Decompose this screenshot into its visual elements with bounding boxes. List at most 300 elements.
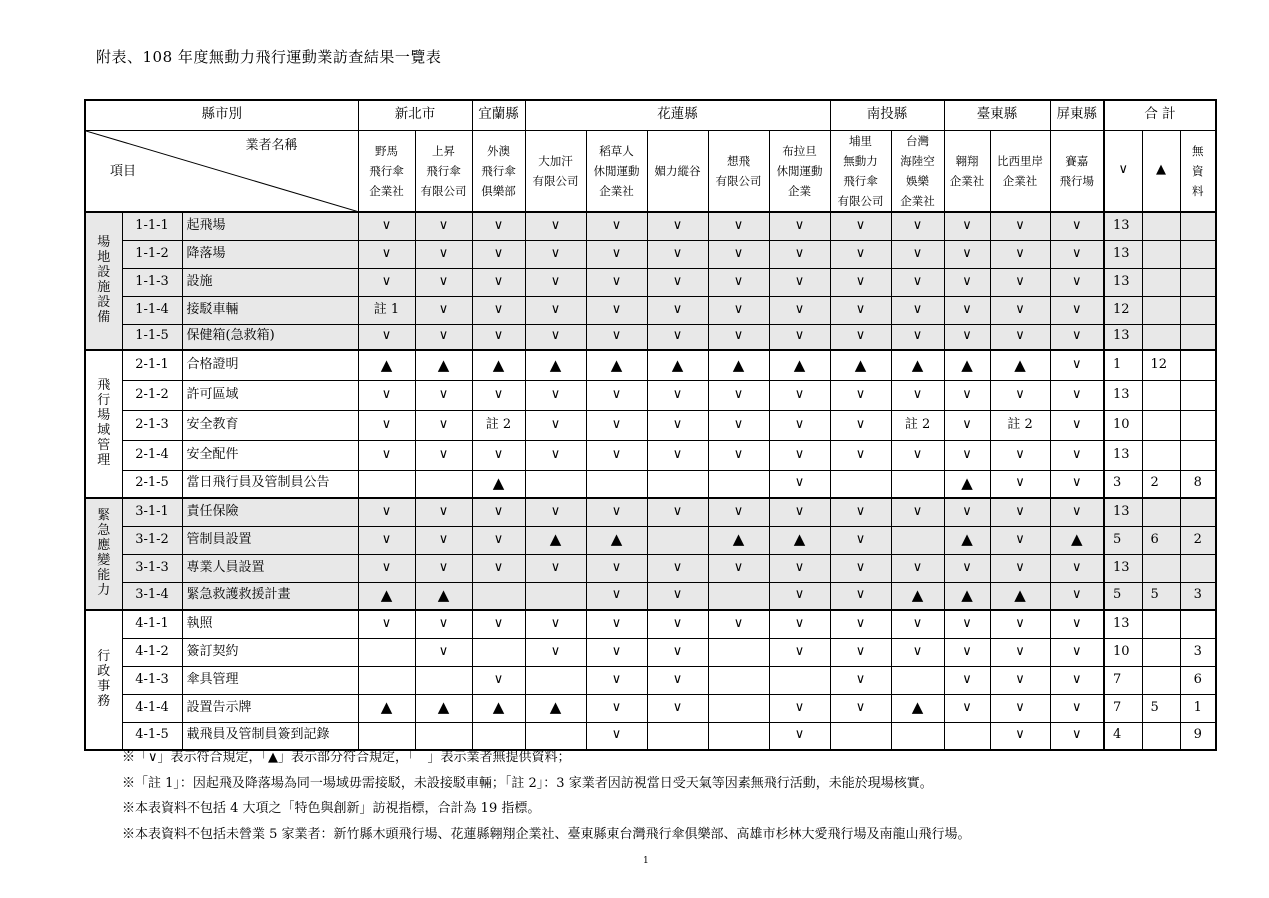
mark-cell: [586, 470, 647, 498]
operator-header: [647, 130, 708, 212]
operator-name-line: 企業社: [900, 193, 935, 208]
mark-cell: ∨: [944, 694, 990, 722]
total-column-header: 無 資 料: [1180, 130, 1216, 212]
mark-cell: ∨: [944, 380, 990, 410]
corner-header: [85, 130, 358, 212]
mark-cell: ∨: [990, 268, 1050, 296]
mark-cell: ∨: [769, 722, 830, 750]
mark-cell: ∨: [990, 610, 1050, 638]
mark-cell: ∨: [830, 212, 891, 240]
total-cell: 7: [1104, 694, 1142, 722]
total-cell: [1180, 410, 1216, 440]
total-cell: 3: [1180, 582, 1216, 610]
total-cell: [1142, 554, 1180, 582]
operator-name-line: 娛樂: [906, 173, 930, 188]
mark-cell: ∨: [586, 324, 647, 350]
mark-cell: ∨: [586, 694, 647, 722]
mark-cell: ▲: [586, 526, 647, 554]
operator-header: [891, 130, 944, 212]
mark-cell: ▲: [990, 350, 1050, 380]
operator-name-line: 海陸空: [900, 153, 935, 168]
total-cell: [1142, 610, 1180, 638]
mark-cell: ∨: [358, 610, 415, 638]
mark-cell: ▲: [944, 526, 990, 554]
total-cell: 13: [1104, 380, 1142, 410]
mark-cell: ∨: [708, 296, 769, 324]
operator-name-line: 有限公司: [837, 193, 884, 208]
category-name: 場 地 設 施 設 備: [97, 235, 111, 325]
mark-cell: ∨: [708, 410, 769, 440]
total-cell: [1180, 268, 1216, 296]
mark-cell: ∨: [472, 240, 525, 268]
operator-name-line: 布拉旦: [782, 143, 817, 158]
operator-name-line: 外澳: [487, 143, 510, 158]
mark-cell: ∨: [415, 498, 472, 526]
county-header: 新北市: [358, 100, 472, 130]
mark-cell: ∨: [525, 212, 586, 240]
mark-cell: ∨: [830, 410, 891, 440]
mark-cell: ∨: [990, 526, 1050, 554]
total-cell: 3: [1180, 638, 1216, 666]
mark-cell: ∨: [415, 268, 472, 296]
operator-header: [830, 130, 891, 212]
footnote-remarks: ※「註 1」：因起飛及降落場為同一場域毋需接駁，未設接駁車輛；「註 2」：3 家業者因訪視當日受天氣等因素無飛行活動，未能於現場核實。: [122, 775, 933, 791]
mark-cell: ∨: [769, 296, 830, 324]
operator-header: [990, 130, 1050, 212]
mark-cell: ∨: [891, 296, 944, 324]
mark-cell: ∨: [830, 526, 891, 554]
operator-name-line: 野馬: [375, 143, 398, 158]
mark-cell: ▲: [944, 582, 990, 610]
mark-cell: ∨: [944, 240, 990, 268]
mark-cell: ▲: [708, 350, 769, 380]
table-row: [85, 440, 1216, 470]
mark-cell: ∨: [769, 240, 830, 268]
mark-cell: ∨: [586, 638, 647, 666]
item-name: 起飛場: [182, 212, 358, 240]
mark-cell: ∨: [415, 296, 472, 324]
total-cell: [1142, 498, 1180, 526]
table-row: [85, 666, 1216, 694]
mark-cell: ∨: [891, 554, 944, 582]
mark-cell: ∨: [358, 380, 415, 410]
total-cell: [1180, 440, 1216, 470]
operator-name-line: 企業社: [949, 173, 985, 188]
item-name: 許可區域: [182, 380, 358, 410]
mark-cell: [358, 470, 415, 498]
mark-cell: ∨: [830, 638, 891, 666]
mark-cell: ∨: [1050, 694, 1104, 722]
mark-cell: ▲: [1050, 526, 1104, 554]
mark-cell: ∨: [990, 470, 1050, 498]
mark-cell: ∨: [769, 610, 830, 638]
operator-name-line: 飛行傘: [369, 163, 404, 178]
mark-cell: ∨: [647, 610, 708, 638]
mark-cell: [358, 666, 415, 694]
table-row: [85, 554, 1216, 582]
mark-cell: ∨: [415, 440, 472, 470]
mark-cell: ∨: [830, 582, 891, 610]
mark-cell: ∨: [990, 240, 1050, 268]
mark-cell: ∨: [586, 410, 647, 440]
page-number: 1: [643, 856, 649, 866]
mark-cell: ∨: [586, 582, 647, 610]
mark-cell: ∨: [415, 554, 472, 582]
mark-cell: ▲: [358, 350, 415, 380]
total-cell: 13: [1104, 268, 1142, 296]
item-code: 3-1-3: [122, 554, 182, 582]
mark-cell: ∨: [586, 296, 647, 324]
mark-cell: 註 2: [472, 410, 525, 440]
total-cell: 13: [1104, 498, 1142, 526]
mark-cell: ∨: [525, 638, 586, 666]
footnote-scope: ※本表資料不包括 4 大項之「特色與創新」訪視指標，合計為 19 指標。: [122, 801, 541, 816]
total-column-header: ∨: [1104, 130, 1142, 212]
total-cell: [1180, 554, 1216, 582]
mark-cell: ∨: [1050, 350, 1104, 380]
mark-cell: ∨: [586, 440, 647, 470]
county-header: 屏東縣: [1050, 100, 1104, 130]
mark-cell: ▲: [647, 350, 708, 380]
total-cell: [1142, 666, 1180, 694]
category-cell: [85, 350, 122, 498]
county-label: 縣市別: [85, 100, 358, 130]
total-cell: 13: [1104, 240, 1142, 268]
mark-cell: ∨: [647, 268, 708, 296]
mark-cell: ∨: [708, 324, 769, 350]
mark-cell: ∨: [415, 324, 472, 350]
mark-cell: 註 1: [358, 296, 415, 324]
item-name: 設置告示牌: [182, 694, 358, 722]
mark-cell: ∨: [586, 554, 647, 582]
mark-cell: [472, 582, 525, 610]
mark-cell: ∨: [990, 638, 1050, 666]
mark-cell: ∨: [586, 268, 647, 296]
item-name: 責任保險: [182, 498, 358, 526]
mark-cell: ∨: [830, 324, 891, 350]
total-cell: [1180, 610, 1216, 638]
operator-name-line: 休閒運動: [593, 163, 640, 178]
mark-cell: ∨: [647, 666, 708, 694]
operator-name-line: 想飛: [727, 153, 750, 168]
mark-cell: [769, 666, 830, 694]
item-code: 2-1-2: [122, 380, 182, 410]
operator-name-line: 大加汗: [538, 153, 573, 168]
total-cell: 4: [1104, 722, 1142, 750]
total-cell: 12: [1104, 296, 1142, 324]
item-name: 專業人員設置: [182, 554, 358, 582]
mark-cell: ▲: [525, 350, 586, 380]
total-cell: 13: [1104, 610, 1142, 638]
inspection-results-table: [84, 99, 1217, 751]
mark-cell: ∨: [472, 212, 525, 240]
table-row: [85, 268, 1216, 296]
footnote-exclusions: ※本表資料不包括未營業 5 家業者：新竹縣木頭飛行場、花蓮縣翱翔企業社、臺東縣東台灣飛行傘俱樂部、高雄市杉林大愛飛行場及南龍山飛行場。: [122, 826, 971, 842]
mark-cell: ∨: [1050, 470, 1104, 498]
item-code: 4-1-1: [122, 610, 182, 638]
mark-cell: ∨: [472, 268, 525, 296]
total-label: 合 計: [1104, 100, 1216, 130]
mark-cell: ∨: [415, 638, 472, 666]
item-name: 執照: [182, 610, 358, 638]
mark-cell: [891, 470, 944, 498]
item-name: 傘具管理: [182, 666, 358, 694]
mark-cell: ∨: [769, 582, 830, 610]
mark-cell: ∨: [891, 638, 944, 666]
mark-cell: ∨: [472, 440, 525, 470]
table-row: [85, 212, 1216, 240]
mark-cell: ∨: [990, 212, 1050, 240]
mark-cell: ∨: [525, 240, 586, 268]
mark-cell: ∨: [990, 324, 1050, 350]
mark-cell: ∨: [990, 694, 1050, 722]
operator-name-line: 有限公司: [420, 183, 467, 198]
mark-cell: ∨: [708, 610, 769, 638]
operator-name-line: 上昇: [432, 143, 455, 158]
mark-cell: [525, 582, 586, 610]
county-header: 臺東縣: [944, 100, 1050, 130]
county-header: 南投縣: [830, 100, 944, 130]
total-cell: [1142, 440, 1180, 470]
mark-cell: 註 2: [990, 410, 1050, 440]
mark-cell: ∨: [472, 554, 525, 582]
category-cell: [85, 498, 122, 610]
mark-cell: ▲: [944, 350, 990, 380]
table-row: [85, 324, 1216, 350]
mark-cell: ∨: [1050, 268, 1104, 296]
operator-name-line: 埔里: [849, 133, 873, 148]
mark-cell: ∨: [586, 610, 647, 638]
mark-cell: ∨: [415, 610, 472, 638]
mark-cell: ∨: [472, 380, 525, 410]
mark-cell: ∨: [1050, 638, 1104, 666]
mark-cell: ∨: [769, 410, 830, 440]
mark-cell: ∨: [708, 240, 769, 268]
mark-cell: ∨: [1050, 380, 1104, 410]
mark-cell: ∨: [647, 240, 708, 268]
mark-cell: ∨: [990, 722, 1050, 750]
item-code: 1-1-4: [122, 296, 182, 324]
mark-cell: ∨: [647, 410, 708, 440]
mark-cell: [708, 470, 769, 498]
item-code: 4-1-2: [122, 638, 182, 666]
mark-cell: ∨: [358, 526, 415, 554]
mark-cell: ∨: [830, 610, 891, 638]
item-code: 1-1-2: [122, 240, 182, 268]
mark-cell: ∨: [830, 554, 891, 582]
total-cell: 5: [1142, 694, 1180, 722]
table-row: [85, 380, 1216, 410]
operator-header: [944, 130, 990, 212]
category-name: 飛 行 場 域 管 理: [97, 378, 111, 468]
operator-name-line: 企業: [788, 183, 811, 198]
mark-cell: ∨: [586, 722, 647, 750]
mark-cell: ▲: [586, 350, 647, 380]
mark-cell: ∨: [708, 212, 769, 240]
item-name: 降落場: [182, 240, 358, 268]
mark-cell: ▲: [891, 694, 944, 722]
mark-cell: ∨: [830, 694, 891, 722]
item-name: 合格證明: [182, 350, 358, 380]
mark-cell: [525, 470, 586, 498]
mark-cell: ∨: [944, 410, 990, 440]
total-cell: [1180, 212, 1216, 240]
mark-cell: ∨: [1050, 666, 1104, 694]
mark-cell: ∨: [830, 666, 891, 694]
operator-name-line: 飛行傘: [481, 163, 516, 178]
mark-cell: ∨: [990, 296, 1050, 324]
mark-cell: ∨: [830, 498, 891, 526]
mark-cell: ∨: [358, 240, 415, 268]
mark-cell: [891, 526, 944, 554]
mark-cell: ∨: [586, 212, 647, 240]
mark-cell: ∨: [891, 240, 944, 268]
operator-header: [472, 130, 525, 212]
total-cell: 3: [1104, 470, 1142, 498]
mark-cell: ∨: [525, 498, 586, 526]
operator-name-line: 媚力縱谷: [654, 163, 701, 178]
mark-cell: [415, 470, 472, 498]
mark-cell: ∨: [1050, 296, 1104, 324]
mark-cell: ∨: [586, 240, 647, 268]
operator-header: [586, 130, 647, 212]
total-cell: [1142, 638, 1180, 666]
mark-cell: [647, 470, 708, 498]
mark-cell: ∨: [525, 410, 586, 440]
mark-cell: ▲: [990, 582, 1050, 610]
mark-cell: ▲: [830, 350, 891, 380]
item-name: 設施: [182, 268, 358, 296]
mark-cell: ∨: [1050, 554, 1104, 582]
mark-cell: ▲: [472, 694, 525, 722]
mark-cell: ∨: [472, 610, 525, 638]
mark-cell: ▲: [769, 350, 830, 380]
category-cell: [85, 212, 122, 350]
total-cell: [1142, 324, 1180, 350]
operator-name-line: 企業社: [369, 183, 404, 198]
mark-cell: ∨: [1050, 410, 1104, 440]
mark-cell: ∨: [944, 324, 990, 350]
mark-cell: ∨: [1050, 240, 1104, 268]
mark-cell: ∨: [891, 212, 944, 240]
mark-cell: ▲: [769, 526, 830, 554]
mark-cell: [708, 638, 769, 666]
mark-cell: ∨: [586, 380, 647, 410]
mark-cell: ∨: [647, 380, 708, 410]
mark-cell: ∨: [525, 610, 586, 638]
item-name: 保健箱(急救箱): [182, 324, 358, 350]
table-row: [85, 240, 1216, 268]
total-cell: [1180, 240, 1216, 268]
total-cell: 13: [1104, 324, 1142, 350]
mark-cell: [708, 694, 769, 722]
table-row: [85, 350, 1216, 380]
operator-name-line: 翱翔: [955, 153, 979, 168]
operator-name-line: 無動力: [843, 153, 878, 168]
operator-name-line: 稻草人: [599, 143, 634, 158]
mark-cell: ∨: [830, 296, 891, 324]
mark-cell: ∨: [415, 526, 472, 554]
footnotes: [122, 745, 971, 847]
mark-cell: ∨: [1050, 610, 1104, 638]
total-cell: [1142, 380, 1180, 410]
mark-cell: ∨: [891, 380, 944, 410]
operator-name-line: 台灣: [906, 133, 930, 148]
mark-cell: ∨: [358, 324, 415, 350]
mark-cell: 註 2: [891, 410, 944, 440]
item-name: 緊急救護救援計畫: [182, 582, 358, 610]
item-code: 4-1-5: [122, 722, 182, 750]
mark-cell: ∨: [358, 410, 415, 440]
mark-cell: ∨: [944, 212, 990, 240]
total-cell: 10: [1104, 638, 1142, 666]
mark-cell: ∨: [830, 240, 891, 268]
mark-cell: [525, 666, 586, 694]
mark-cell: ∨: [525, 440, 586, 470]
table-row: [85, 296, 1216, 324]
mark-cell: ∨: [769, 440, 830, 470]
operator-name-line: 俱樂部: [481, 183, 516, 198]
mark-cell: ∨: [472, 498, 525, 526]
total-cell: 13: [1104, 212, 1142, 240]
mark-cell: ∨: [1050, 582, 1104, 610]
mark-cell: ∨: [769, 470, 830, 498]
mark-cell: [708, 582, 769, 610]
mark-cell: ▲: [525, 526, 586, 554]
mark-cell: ∨: [891, 610, 944, 638]
item-label: 項目: [110, 163, 137, 179]
mark-cell: ∨: [647, 440, 708, 470]
mark-cell: ∨: [1050, 498, 1104, 526]
table-row: [85, 610, 1216, 638]
county-header: 花蓮縣: [525, 100, 830, 130]
mark-cell: ∨: [358, 440, 415, 470]
mark-cell: ∨: [990, 498, 1050, 526]
item-name: 安全教育: [182, 410, 358, 440]
total-cell: 5: [1142, 582, 1180, 610]
mark-cell: ∨: [647, 638, 708, 666]
mark-cell: [891, 666, 944, 694]
mark-cell: ▲: [708, 526, 769, 554]
mark-cell: ∨: [472, 666, 525, 694]
mark-cell: ∨: [647, 296, 708, 324]
item-name: 當日飛行員及管制員公告: [182, 470, 358, 498]
mark-cell: ∨: [769, 380, 830, 410]
table-row: [85, 582, 1216, 610]
total-cell: 1: [1180, 694, 1216, 722]
operator-name-line: 有限公司: [532, 173, 579, 188]
operator-header: [358, 130, 415, 212]
mark-cell: ∨: [358, 268, 415, 296]
total-column-header: ▲: [1142, 130, 1180, 212]
mark-cell: [358, 638, 415, 666]
operator-name-label: 業者名稱: [245, 137, 298, 153]
mark-cell: ∨: [769, 268, 830, 296]
item-name: 接駁車輛: [182, 296, 358, 324]
total-cell: [1142, 268, 1180, 296]
mark-cell: ∨: [647, 694, 708, 722]
operator-header: [708, 130, 769, 212]
category-cell: [85, 610, 122, 750]
mark-cell: [830, 470, 891, 498]
mark-cell: ∨: [990, 380, 1050, 410]
mark-cell: ▲: [472, 470, 525, 498]
item-name: 載飛員及管制員簽到記錄: [182, 722, 358, 750]
total-cell: [1142, 722, 1180, 750]
total-cell: 5: [1104, 582, 1142, 610]
total-cell: [1180, 380, 1216, 410]
mark-cell: ∨: [769, 694, 830, 722]
